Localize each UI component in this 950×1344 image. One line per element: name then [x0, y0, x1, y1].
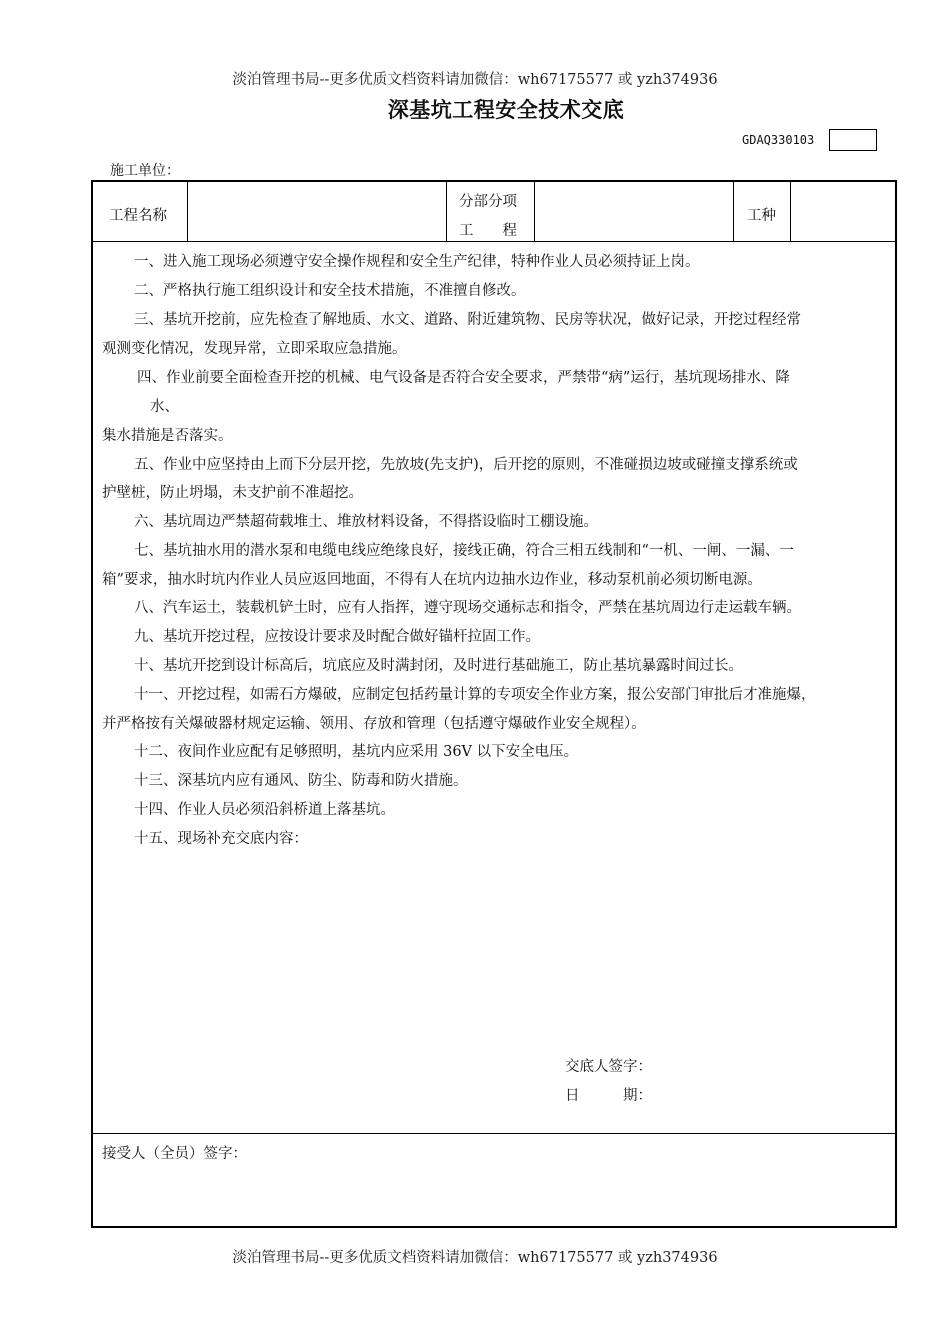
watermark-bottom: 淡泊管理书局--更多优质文档资料请加微信：wh67175577 或 yzh374936: [232, 1250, 718, 1266]
receiver-divider: [93, 1133, 895, 1134]
subproject-value[interactable]: [536, 184, 732, 239]
item-11-line1: 十一、开挖过程，如需石方爆破，应制定包括药量计算的专项安全作业方案，报公安部门审批后才准施爆，: [134, 687, 816, 703]
page-title: 深基坑工程安全技术交底: [387, 98, 625, 122]
form-table: [91, 180, 897, 1228]
date-label: 日 期：: [565, 1088, 652, 1104]
watermark-top: 淡泊管理书局--更多优质文档资料请加微信：wh67175577 或 yzh374936: [232, 72, 718, 88]
receiver-signature-label: 接受人（全员）签字：: [102, 1146, 247, 1162]
subproject-label-line1: 分部分项: [459, 194, 517, 210]
project-name-label: 工程名称: [109, 208, 167, 224]
item-6: 六、基坑周边严禁超荷载堆土、堆放材料设备，不得搭设临时工棚设施。: [134, 514, 598, 530]
item-3-line2: 观测变化情况，发现异常，立即采取应急措施。: [102, 341, 407, 357]
divider: [446, 182, 447, 241]
item-12: 十二、夜间作业应配有足够照明，基坑内应采用 36V 以下安全电压。: [134, 744, 579, 760]
item-15: 十五、现场补充交底内容：: [134, 831, 308, 847]
document-code: GDAQ330103: [742, 133, 815, 147]
item-9: 九、基坑开挖过程，应按设计要求及时配合做好锚杆拉固工作。: [134, 629, 540, 645]
item-4-line2: 水、: [150, 399, 179, 415]
item-1: 一、进入施工现场必须遵守安全操作规程和安全生产纪律，特种作业人员必须持证上岗。: [134, 254, 700, 270]
divider: [733, 182, 734, 241]
item-8: 八、汽车运土，装载机铲土时，应有人指挥，遵守现场交通标志和指令，严禁在基坑周边行走运载车辆。: [134, 600, 801, 616]
item-10: 十、基坑开挖到设计标高后，坑底应及时满封闭，及时进行基础施工，防止基坑暴露时间过长。: [134, 658, 743, 674]
header-divider: [93, 241, 895, 242]
divider: [187, 182, 188, 241]
item-11-line2: 并严格按有关爆破器材规定运输、领用、存放和管理（包括遵守爆破作业安全规程）。: [102, 716, 646, 732]
item-2: 二、严格执行施工组织设计和安全技术措施，不准擅自修改。: [134, 283, 526, 299]
trade-label: 工种: [747, 208, 776, 224]
item-4-line1: 四、作业前要全面检查开挖的机械、电气设备是否符合安全要求，严禁带“病”运行，基坑现场排水、降: [137, 370, 790, 386]
item-5-line2: 护壁桩，防止坍塌，未支护前不准超挖。: [102, 485, 363, 501]
divider: [790, 182, 791, 241]
construction-unit-label: 施工单位：: [110, 163, 180, 179]
item-14: 十四、作业人员必须沿斜桥道上落基坑。: [134, 802, 395, 818]
item-7-line2: 箱”要求，抽水时坑内作业人员应返回地面，不得有人在坑内边抽水边作业，移动泵机前必须切断电源。: [102, 572, 762, 588]
item-4-line3: 集水措施是否落实。: [102, 428, 233, 444]
discloser-signature-label: 交底人签字：: [565, 1059, 652, 1075]
code-input-box[interactable]: [829, 129, 877, 151]
item-13: 十三、深基坑内应有通风、防尘、防毒和防火措施。: [134, 773, 468, 789]
subproject-label-line2: 工 程: [459, 223, 517, 239]
trade-value[interactable]: [792, 184, 892, 239]
receiver-signature-area[interactable]: [97, 1167, 887, 1222]
project-name-value[interactable]: [189, 184, 445, 239]
item-3-line1: 三、基坑开挖前，应先检查了解地质、水文、道路、附近建筑物、民房等状况，做好记录，开挖过程经常: [134, 312, 801, 328]
item-5-line1: 五、作业中应坚持由上而下分层开挖，先放坡(先支护)，后开挖的原则，不准碰损边坡或碰撞支撑系统或: [134, 457, 798, 473]
divider: [534, 182, 535, 241]
item-7-line1: 七、基坑抽水用的潜水泵和电缆电线应绝缘良好，接线正确，符合三相五线制和“一机、一闸、一漏、一: [134, 543, 794, 559]
